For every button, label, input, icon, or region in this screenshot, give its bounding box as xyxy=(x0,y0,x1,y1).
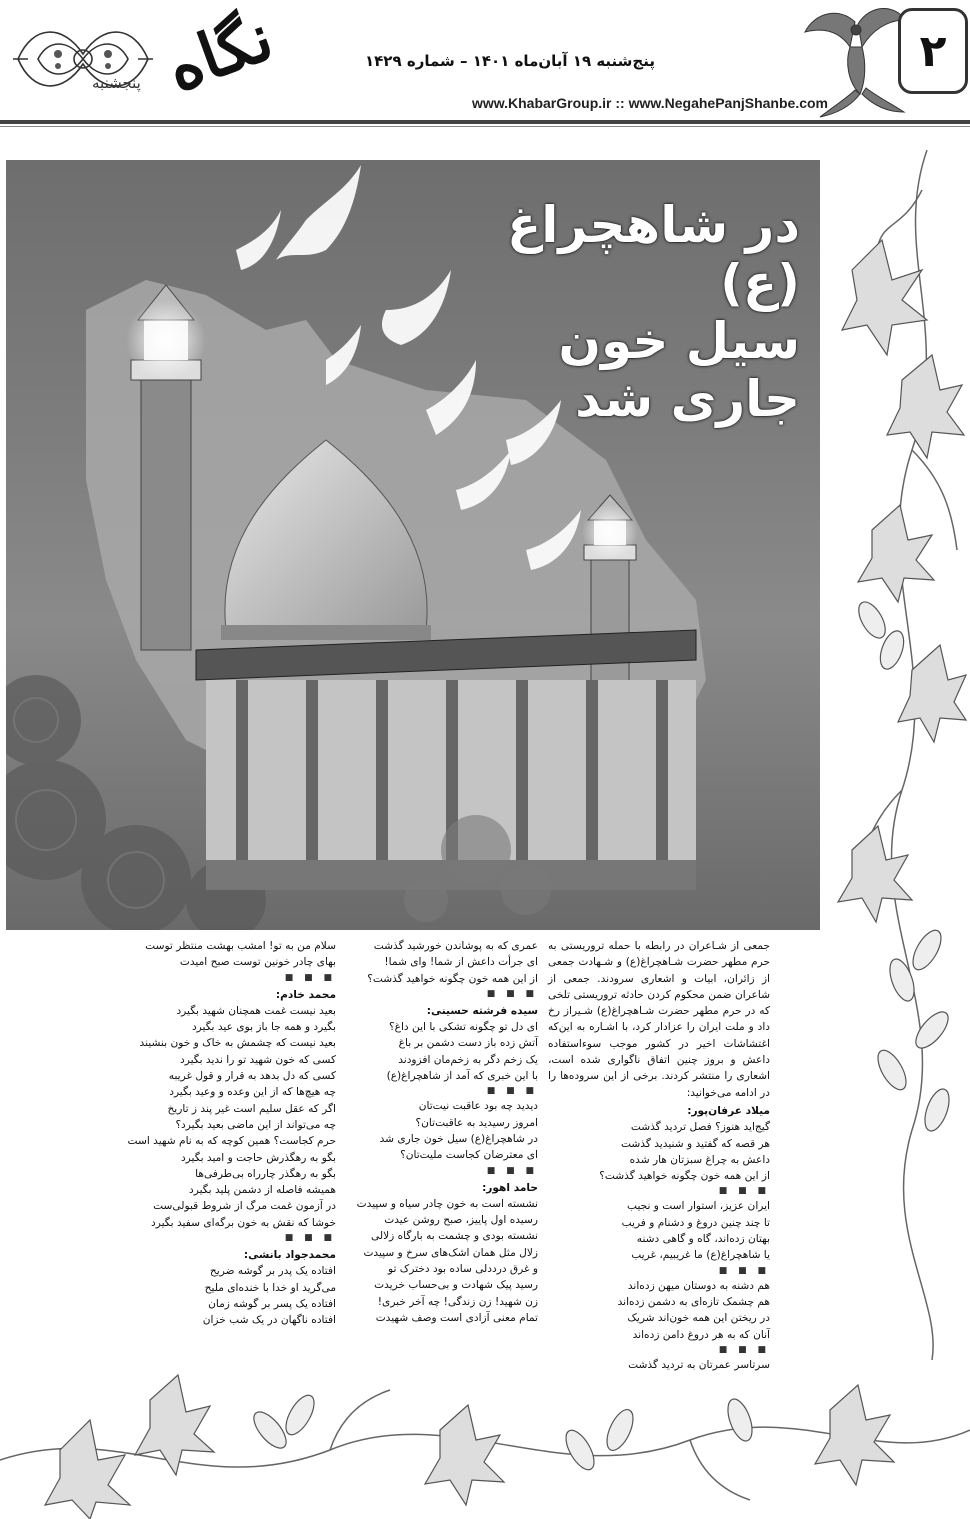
phoenix-bird-icon xyxy=(800,2,910,120)
poem-line: در ریختن این همه خون‌اند شریک xyxy=(627,1312,770,1325)
poem-line: داعش به چراغ سبزتان هار شده xyxy=(629,1153,770,1166)
poem-line: عمری که به پوشاندن خورشید گذشت xyxy=(373,940,538,952)
page-number: ۲ xyxy=(898,8,968,94)
poem-line: آنان که به هر دروغ دامن زده‌اند xyxy=(632,1328,770,1341)
poem-line: بهتان زده‌اند، گاه و گاهی دشنه xyxy=(636,1233,770,1246)
poet-name: محمدجواد بانشی: xyxy=(243,1249,336,1262)
issue-date-line: پنج‌شنبه ۱۹ آبان‌ماه ۱۴۰۱ – شماره ۱۴۲۹ xyxy=(365,52,655,70)
leaf-vine-decoration xyxy=(832,150,968,1360)
poem-line: ایران عزیز، استوار است و نجیب xyxy=(627,1200,770,1213)
poem-line: چه هیچ‌ها که از این وعده و وعید بگیرد xyxy=(169,1086,336,1099)
poem-line: بگو به رهگذر چارراه بی‌طرفی‌ها xyxy=(195,1167,336,1180)
poem-line: بعید نیست غمت همچنان شهید بگیرد xyxy=(176,1004,336,1017)
poet-name: میلاد عرفان‌پور: xyxy=(687,1104,770,1117)
poem-line: تا چند چنین دروغ و دشنام و فریب xyxy=(621,1216,770,1229)
poem-line: بگو به رهگذرش حاجت و امید بگیرد xyxy=(180,1151,336,1164)
poem-line: کسی که دل بدهد به قرار و قول غریبه xyxy=(168,1070,336,1083)
poem-line: بگیرد و همه جا باز بوی عید بگیرد xyxy=(191,1021,336,1034)
poem-line: رسید پیک شهادت و بی‌حساب خریدت xyxy=(374,1279,538,1292)
poem-line: نشسته بودی و چشمت به بارگاه زلالی xyxy=(371,1230,538,1243)
header-rule-thin xyxy=(0,126,970,127)
masthead xyxy=(0,0,970,130)
verse-separator: ■ ■ ■ xyxy=(486,1086,538,1097)
headline-line-3: جاری شد xyxy=(575,370,800,428)
poem-line: اگر که عقل سلیم است غیر پند ز تاریخ xyxy=(167,1102,336,1115)
poet-name: حامد اهور: xyxy=(482,1181,538,1194)
poem-line: در شاهچراغ(ع) سیل خون جاری شد xyxy=(379,1132,538,1145)
verse-separator: ■ ■ ■ xyxy=(284,1233,336,1244)
poem-line: و غرق درددلی ساده بود دخترک تو xyxy=(388,1263,538,1276)
verse-separator: ■ ■ ■ xyxy=(718,1186,770,1197)
verse-separator: ■ ■ ■ xyxy=(284,972,336,983)
poem-line: امروز رسیدید به عاقبت‌تان؟ xyxy=(415,1116,538,1129)
poem-line: ای دل تو چگونه تشکی با این داغ؟ xyxy=(389,1021,538,1034)
verse-separator: ■ ■ ■ xyxy=(718,1344,770,1355)
article-column-3 xyxy=(64,938,336,1329)
verse-separator: ■ ■ ■ xyxy=(718,1265,770,1276)
poem-line: هم دشنه به دوستان میهن زده‌اند xyxy=(627,1279,770,1292)
poem-line: سلام من به تو! امشب بهشت منتظر توست xyxy=(145,940,336,952)
poem-line: دیدید چه بود عاقبت نیت‌تان xyxy=(418,1100,538,1113)
poem-line: یا شاهچراغ(ع) ما غریبیم، غریب xyxy=(631,1249,770,1262)
poem-line: یک زخم دگر به زخم‌مان افزودند xyxy=(398,1053,538,1066)
poem-line: گیج‌اید هنوز؟ فصل تردید گذشت xyxy=(630,1121,770,1134)
poem-line: بعید نیست که چشمش به خاک و خون بنشیند xyxy=(139,1037,336,1050)
poem-line: چه می‌تواند از این ماضی بعید بگیرد؟ xyxy=(175,1118,336,1131)
poem-line: همیشه فاصله از دشمن پلید بگیرد xyxy=(189,1184,336,1197)
header-rule xyxy=(0,120,970,124)
article-column-1 xyxy=(548,938,770,1373)
poem-line: در آزمون غمت مرگ از شروط قبولی‌ست xyxy=(153,1200,336,1213)
poem-line: زن شهید! زن زندگی! چه آخر خبری! xyxy=(377,1295,538,1308)
poem-line: هر قصه که گفتید و شنیدید گذشت xyxy=(621,1137,770,1150)
poem-line: خوشا که نقش به خون برگه‌ای سفید بگیرد xyxy=(151,1216,336,1229)
poem-line: می‌گرید او خدا با خنده‌ای ملیح xyxy=(204,1281,336,1294)
poet-name: محمد خادم: xyxy=(275,988,336,1001)
poem-line: از این همه خون چگونه خواهید گذشت؟ xyxy=(367,972,538,985)
website-urls: www.KhabarGroup.ir :: www.NegahePanjShanbe.com xyxy=(471,95,828,111)
verse-separator: ■ ■ ■ xyxy=(486,988,538,999)
logo-subtitle: پنجشنبه xyxy=(92,74,141,92)
headline-line-2: سیل خون xyxy=(558,312,800,370)
poem-line: رسیده اول پاییز، صبح روشن عیدت xyxy=(384,1214,538,1227)
poem-line: حرم کجاست؟ همین کوچه که به نام شهید است xyxy=(127,1135,336,1148)
poem-line: زلال مثل همان اشک‌های سرخ و سپیدت xyxy=(363,1246,538,1259)
poem-line: تمام معنی آزادی است وصف شهیدت xyxy=(375,1311,538,1324)
poem-line: هم چشمک تازه‌ای به دشمن زده‌اند xyxy=(617,1295,770,1308)
poem-line: از این همه خون چگونه خواهید گذشت؟ xyxy=(599,1170,770,1183)
poem-line: افتاده یک پدر بر گوشه ضریح xyxy=(209,1265,336,1278)
poem-line: بهای چادر خونین توست صبح امیدت xyxy=(179,956,336,969)
poem-line: نشسته است به خون چادر سیاه و سپیدت xyxy=(356,1197,538,1210)
newspaper-logo: نگاه xyxy=(157,0,283,107)
poem-line: با این خبری که آمد از شاهچراغ(ع) xyxy=(386,1070,538,1083)
article-column-2 xyxy=(350,938,538,1326)
hero-shrine-image xyxy=(6,160,820,930)
poem-line: افتاده یک پسر بر گوشه زمان xyxy=(208,1297,336,1310)
poem-line: آتش زده باز دست دشمن بر باغ xyxy=(398,1037,538,1050)
bottom-leaf-decoration xyxy=(0,1360,970,1519)
poem-line: ای جرأت داعش از شما! وای شما! xyxy=(384,956,538,969)
article-lead-paragraph: جمعی از شـاعران در رابطه با حمله تروریستی به حرم مطهر حضرت شـاهچراغ(ع) و شـهادت جمعی از زائران، ابیات و اشعاری سرودند. جمعی از شاعران ضمن محکوم کردن حادثه تروریستی تلخی که در حرم مطهر حضرت شـاهچراغ(ع) شـیراز رخ داد و ملت ایران را عزادار کرد، با اشـاره به این‌که اغتشاشات اخیر در کشور موجب سوءاستفاده داعش و بروز چنین اتفاق ناگواری شده است، اشعاری را منتشر کردند. برخی از این سروده‌ها را در ادامه می‌خوانید: xyxy=(548,940,770,1099)
poet-name: سیده فرشته حسینی: xyxy=(426,1004,538,1017)
poem-line: ای معترضان کجاست ملیت‌تان؟ xyxy=(400,1149,538,1162)
poem-line: سرتاسر عمرتان به تردید گذشت xyxy=(628,1358,770,1371)
poem-line: کسی که خون شهید تو را ندید بگیرد xyxy=(180,1053,336,1066)
headline-line-1: در شاهچراغ (ع) xyxy=(507,196,800,312)
hero-headline xyxy=(470,196,800,428)
verse-separator: ■ ■ ■ xyxy=(486,1165,538,1176)
poem-line: افتاده ناگهان در یک شب خزان xyxy=(202,1314,336,1327)
